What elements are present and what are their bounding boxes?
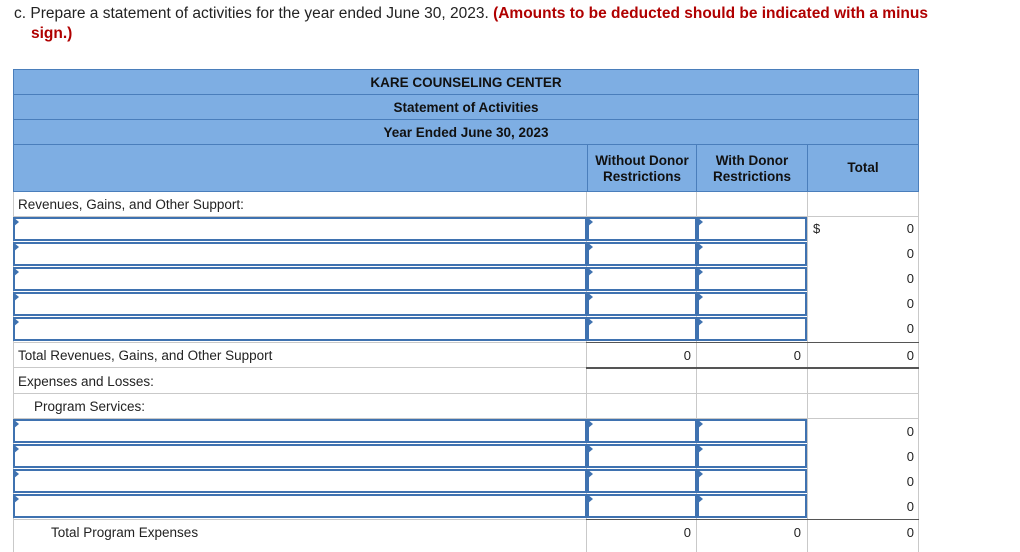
question-emphasis-cont: sign.) xyxy=(31,25,73,42)
program-description-input[interactable] xyxy=(13,469,587,493)
program-with-input[interactable] xyxy=(697,469,807,493)
program-total: 0 xyxy=(906,474,914,489)
revenue-with-input[interactable] xyxy=(697,242,807,266)
revenues-label: Revenues, Gains, and Other Support: xyxy=(18,197,244,212)
total-program-with: 0 xyxy=(793,525,801,540)
revenue-without-input[interactable] xyxy=(587,292,697,316)
question-emphasis: (Amounts to be deducted should be indicated with a minus xyxy=(493,5,928,22)
question-text xyxy=(14,4,1018,44)
total-revenues-without: 0 xyxy=(683,348,691,363)
col-total: Total xyxy=(847,160,879,175)
revenue-total: 0 xyxy=(906,246,914,261)
currency-symbol: $ xyxy=(813,221,821,236)
grid-line xyxy=(918,192,919,552)
total-revenues-label: Total Revenues, Gains, and Other Support xyxy=(18,348,273,363)
revenue-with-input[interactable] xyxy=(697,317,807,341)
col-with-line2: Restrictions xyxy=(712,169,792,184)
program-with-input[interactable] xyxy=(697,419,807,443)
program-without-input[interactable] xyxy=(587,494,697,518)
revenue-description-input[interactable] xyxy=(13,317,587,341)
revenue-with-input[interactable] xyxy=(697,267,807,291)
program-total: 0 xyxy=(906,499,914,514)
grid-line xyxy=(13,393,919,394)
revenue-description-input[interactable] xyxy=(13,267,587,291)
total-revenues-with: 0 xyxy=(793,348,801,363)
double-rule xyxy=(586,367,919,369)
total-rule xyxy=(586,342,919,343)
revenue-total: 0 xyxy=(906,221,914,236)
program-total: 0 xyxy=(906,424,914,439)
revenue-with-input[interactable] xyxy=(697,217,807,241)
total-program-total: 0 xyxy=(906,525,914,540)
program-without-input[interactable] xyxy=(587,444,697,468)
col-without-line2: Restrictions xyxy=(602,169,682,184)
revenue-description-input[interactable] xyxy=(13,292,587,316)
program-description-input[interactable] xyxy=(13,444,587,468)
program-description-input[interactable] xyxy=(13,494,587,518)
total-rule xyxy=(586,519,919,520)
revenue-description-input[interactable] xyxy=(13,217,587,241)
program-without-input[interactable] xyxy=(587,469,697,493)
revenue-without-input[interactable] xyxy=(587,267,697,291)
col-with-donor xyxy=(697,145,808,191)
col-without-line1: Without Donor xyxy=(595,153,689,168)
revenue-total: 0 xyxy=(906,271,914,286)
total-revenues-total: 0 xyxy=(906,348,914,363)
question-prefix: c. Prepare a statement of activities for the year ended June 30, 2023. xyxy=(14,5,489,22)
revenue-total: 0 xyxy=(906,296,914,311)
expenses-label: Expenses and Losses: xyxy=(18,374,154,389)
program-services-label: Program Services: xyxy=(34,399,146,414)
revenue-without-input[interactable] xyxy=(587,242,697,266)
program-total: 0 xyxy=(906,449,914,464)
statement-period: Year Ended June 30, 2023 xyxy=(13,119,919,145)
column-header-row xyxy=(13,144,919,192)
program-description-input[interactable] xyxy=(13,419,587,443)
revenue-total: 0 xyxy=(906,321,914,336)
total-program-label: Total Program Expenses xyxy=(51,525,199,540)
org-name: KARE COUNSELING CENTER xyxy=(13,69,919,95)
col-with-line1: With Donor xyxy=(715,153,789,168)
revenue-without-input[interactable] xyxy=(587,317,697,341)
revenue-without-input[interactable] xyxy=(587,217,697,241)
col-without-donor xyxy=(587,145,697,191)
program-with-input[interactable] xyxy=(697,444,807,468)
revenue-with-input[interactable] xyxy=(697,292,807,316)
grid-line xyxy=(807,192,808,552)
total-program-without: 0 xyxy=(683,525,691,540)
statement-title: Statement of Activities xyxy=(13,94,919,120)
revenue-description-input[interactable] xyxy=(13,242,587,266)
program-with-input[interactable] xyxy=(697,494,807,518)
program-without-input[interactable] xyxy=(587,419,697,443)
